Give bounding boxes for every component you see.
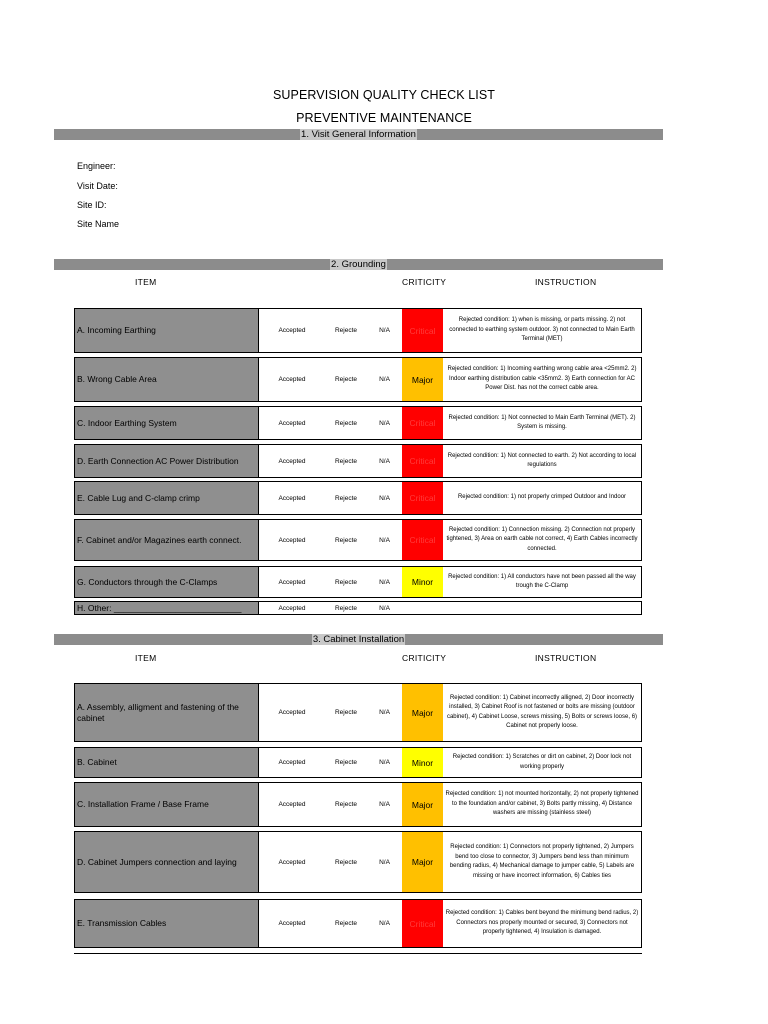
table-bottom-line: [74, 953, 642, 954]
table-row: [74, 357, 642, 402]
field-engineer: Engineer:: [77, 161, 116, 171]
instruction-text: Rejected condition: 1) not properly crimped Outdoor and Indoor: [457, 494, 627, 501]
row-item-label: E. Cable Lug and C-clamp crimp: [75, 482, 259, 514]
na-option[interactable]: N/A: [379, 858, 390, 866]
row-item-label: C. Indoor Earthing System: [75, 407, 259, 439]
section-3-header: [54, 634, 663, 645]
section-2-header: [54, 259, 663, 270]
field-site-id: Site ID:: [77, 200, 107, 210]
field-visit-date: Visit Date:: [77, 181, 118, 191]
instruction-text: Rejected condition: 1) when is missing, or parts missing. 2) not connected to earthing system outdoor. 3) not connected to Main Earth Terminal (MET): [449, 317, 635, 343]
na-option[interactable]: N/A: [379, 759, 390, 766]
na-option[interactable]: N/A: [379, 536, 390, 544]
na-option[interactable]: N/A: [379, 604, 390, 612]
section-2-label: 2. Grounding: [331, 259, 386, 270]
rejected-option[interactable]: Rejecte: [334, 327, 358, 334]
na-option[interactable]: N/A: [379, 709, 390, 716]
rejected-option[interactable]: Rejecte: [334, 801, 358, 808]
instruction-text: Rejected condition: 1) Cables bent beyond the minimung bend radius, 2) Connectors nos properly mounted or secured, 3) Connectors not properly tightened, 4) Insulation is damaged.: [445, 910, 639, 936]
accepted-option[interactable]: Accepted: [278, 419, 306, 427]
table-row: [74, 308, 642, 353]
criticity-badge: [402, 602, 443, 614]
column-header-instruction: INSTRUCTION: [535, 277, 597, 287]
na-option[interactable]: N/A: [379, 327, 390, 334]
rejected-option[interactable]: Rejecte: [334, 920, 358, 927]
section-3-label: 3. Cabinet Installation: [312, 634, 405, 645]
row-item-label: F. Cabinet and/or Magazines earth connect.: [75, 520, 259, 560]
row-item-label: G. Conductors through the C-Clamps: [75, 567, 259, 597]
row-item-label: B. Wrong Cable Area: [75, 358, 259, 401]
instruction-text: Rejected condition: 1) Not connected to Main Earth Terminal (MET). 2) System is missing.: [448, 414, 636, 430]
criticity-badge: Major: [402, 358, 443, 401]
rejected-option[interactable]: Rejecte: [334, 376, 358, 383]
column-header-item: ITEM: [135, 653, 157, 663]
na-option[interactable]: N/A: [379, 376, 390, 383]
criticity-badge: Minor: [402, 748, 443, 777]
na-option[interactable]: N/A: [379, 578, 390, 586]
instruction-text: Rejected condition: 1) Not connected to earth. 2) Not according to local regulations: [447, 452, 637, 468]
row-item-label: A. Assembly, alligment and fastening of the cabinet: [75, 684, 259, 741]
instruction-text: Rejected condition: 1) Incoming earthing wrong cable area <25mm2. 2) Indoor earthing distribution cable <35mm2. 3) Earth connection for AC Power Dist. has not the correct cable area.: [447, 366, 637, 392]
criticity-badge: Major: [402, 832, 443, 892]
instruction-text: Rejected condition: 1) Scratches or dirt on cabinet, 2) Door lock not working properly: [452, 754, 632, 770]
criticity-badge: Critical: [402, 900, 443, 947]
rejected-option[interactable]: Rejecte: [334, 457, 358, 465]
na-option[interactable]: N/A: [379, 494, 390, 502]
rejected-option[interactable]: Rejecte: [334, 858, 358, 866]
criticity-badge: Critical: [402, 407, 443, 439]
table-row: [74, 601, 642, 615]
rejected-option[interactable]: Rejecte: [334, 419, 358, 427]
na-option[interactable]: N/A: [379, 801, 390, 808]
table-row: [74, 747, 642, 778]
accepted-option[interactable]: Accepted: [278, 578, 306, 586]
accepted-option[interactable]: Accepted: [278, 494, 306, 502]
page-title: SUPERVISION QUALITY CHECK LIST: [272, 88, 496, 102]
accepted-option[interactable]: Accepted: [278, 604, 306, 612]
page-subtitle: PREVENTIVE MAINTENANCE: [296, 111, 472, 125]
accepted-option[interactable]: Accepted: [278, 457, 306, 465]
criticity-badge: Critical: [402, 520, 443, 560]
criticity-badge: Minor: [402, 567, 443, 597]
criticity-badge: Critical: [402, 309, 443, 352]
field-site-name: Site Name: [77, 219, 120, 229]
rejected-option[interactable]: Rejecte: [334, 578, 358, 586]
na-option[interactable]: N/A: [379, 457, 390, 465]
column-header-criticity: CRITICITY: [402, 653, 447, 663]
row-item-label: B. Cabinet: [75, 748, 259, 777]
instruction-text: Rejected condition: 1) All conductors have not been passed all the way trough the C-Clamp: [448, 573, 636, 589]
rejected-option[interactable]: Rejecte: [334, 536, 358, 544]
accepted-option[interactable]: Accepted: [278, 327, 306, 334]
accepted-option[interactable]: Accepted: [278, 920, 306, 927]
table-row: [74, 782, 642, 827]
criticity-badge: Major: [402, 783, 443, 826]
rejected-option[interactable]: Rejecte: [334, 759, 358, 766]
row-item-label: D. Earth Connection AC Power Distribution: [75, 445, 259, 477]
na-option[interactable]: N/A: [379, 920, 390, 927]
section-1-label: 1. Visit General Information: [301, 129, 416, 140]
criticity-badge: Major: [402, 684, 443, 741]
accepted-option[interactable]: Accepted: [278, 858, 306, 866]
accepted-option[interactable]: Accepted: [278, 709, 306, 716]
table-row: [74, 683, 642, 742]
instruction-text: Rejected condition: 1) not mounted horizontally, 2) not properly tightened to the foundation and/or cabinet, 3) Bolts partly missing, 4) Distance washers are missing (stainless steel): [445, 791, 639, 817]
row-item-label: A. Incoming Earthing: [75, 309, 259, 352]
instruction-text: Rejected condition: 1) Connectors not properly tightened, 2) Jumpers bend too close to connector, 3) Jumpers bend less than minimum bending radius, 4) Mechanical damage to jumper cable, 5) Labels are missing or have incorrect information, 6) Cables ties: [449, 844, 635, 879]
row-item-label: D. Cabinet Jumpers connection and laying: [75, 832, 259, 892]
na-option[interactable]: N/A: [379, 419, 390, 427]
table-row: [74, 481, 642, 515]
column-header-criticity: CRITICITY: [402, 277, 447, 287]
section-1-header: [54, 129, 663, 140]
rejected-option[interactable]: Rejecte: [334, 604, 358, 612]
rejected-option[interactable]: Rejecte: [334, 709, 358, 716]
column-header-item: ITEM: [135, 277, 157, 287]
table-row: [74, 831, 642, 893]
table-row: [74, 899, 642, 948]
table-row: [74, 566, 642, 598]
row-item-label: E. Transmission Cables: [75, 900, 259, 947]
row-item-label: C. Installation Frame / Base Frame: [75, 783, 259, 826]
criticity-badge: Critical: [402, 482, 443, 514]
accepted-option[interactable]: Accepted: [278, 536, 306, 544]
table-row: [74, 406, 642, 440]
instruction-text: Rejected condition: 1) Cabinet incorrectly alligned, 2) Door incorrectly installed, 3) Cabinet Roof is not fastened or bolts are missing (outdoor cabinet), 4) Cabinet Loose, screws missing, 5) Bolts or screws loose, 6) Cabinet not properly loose.: [446, 694, 638, 729]
row-item-label: H. Other: ___________________________: [75, 602, 259, 614]
criticity-badge: Critical: [402, 445, 443, 477]
instruction-text: Rejected condition: 1) Connection missing. 2) Connection not properly tightened, 3) Area on earth cable not correct, 4) Earth Cables incorrectly connected.: [446, 526, 638, 552]
accepted-option[interactable]: Accepted: [278, 801, 306, 808]
table-row: [74, 519, 642, 561]
accepted-option[interactable]: Accepted: [278, 376, 306, 383]
table-row: [74, 444, 642, 478]
rejected-option[interactable]: Rejecte: [334, 494, 358, 502]
accepted-option[interactable]: Accepted: [278, 759, 306, 766]
column-header-instruction: INSTRUCTION: [535, 653, 597, 663]
instruction-text: [443, 602, 641, 614]
